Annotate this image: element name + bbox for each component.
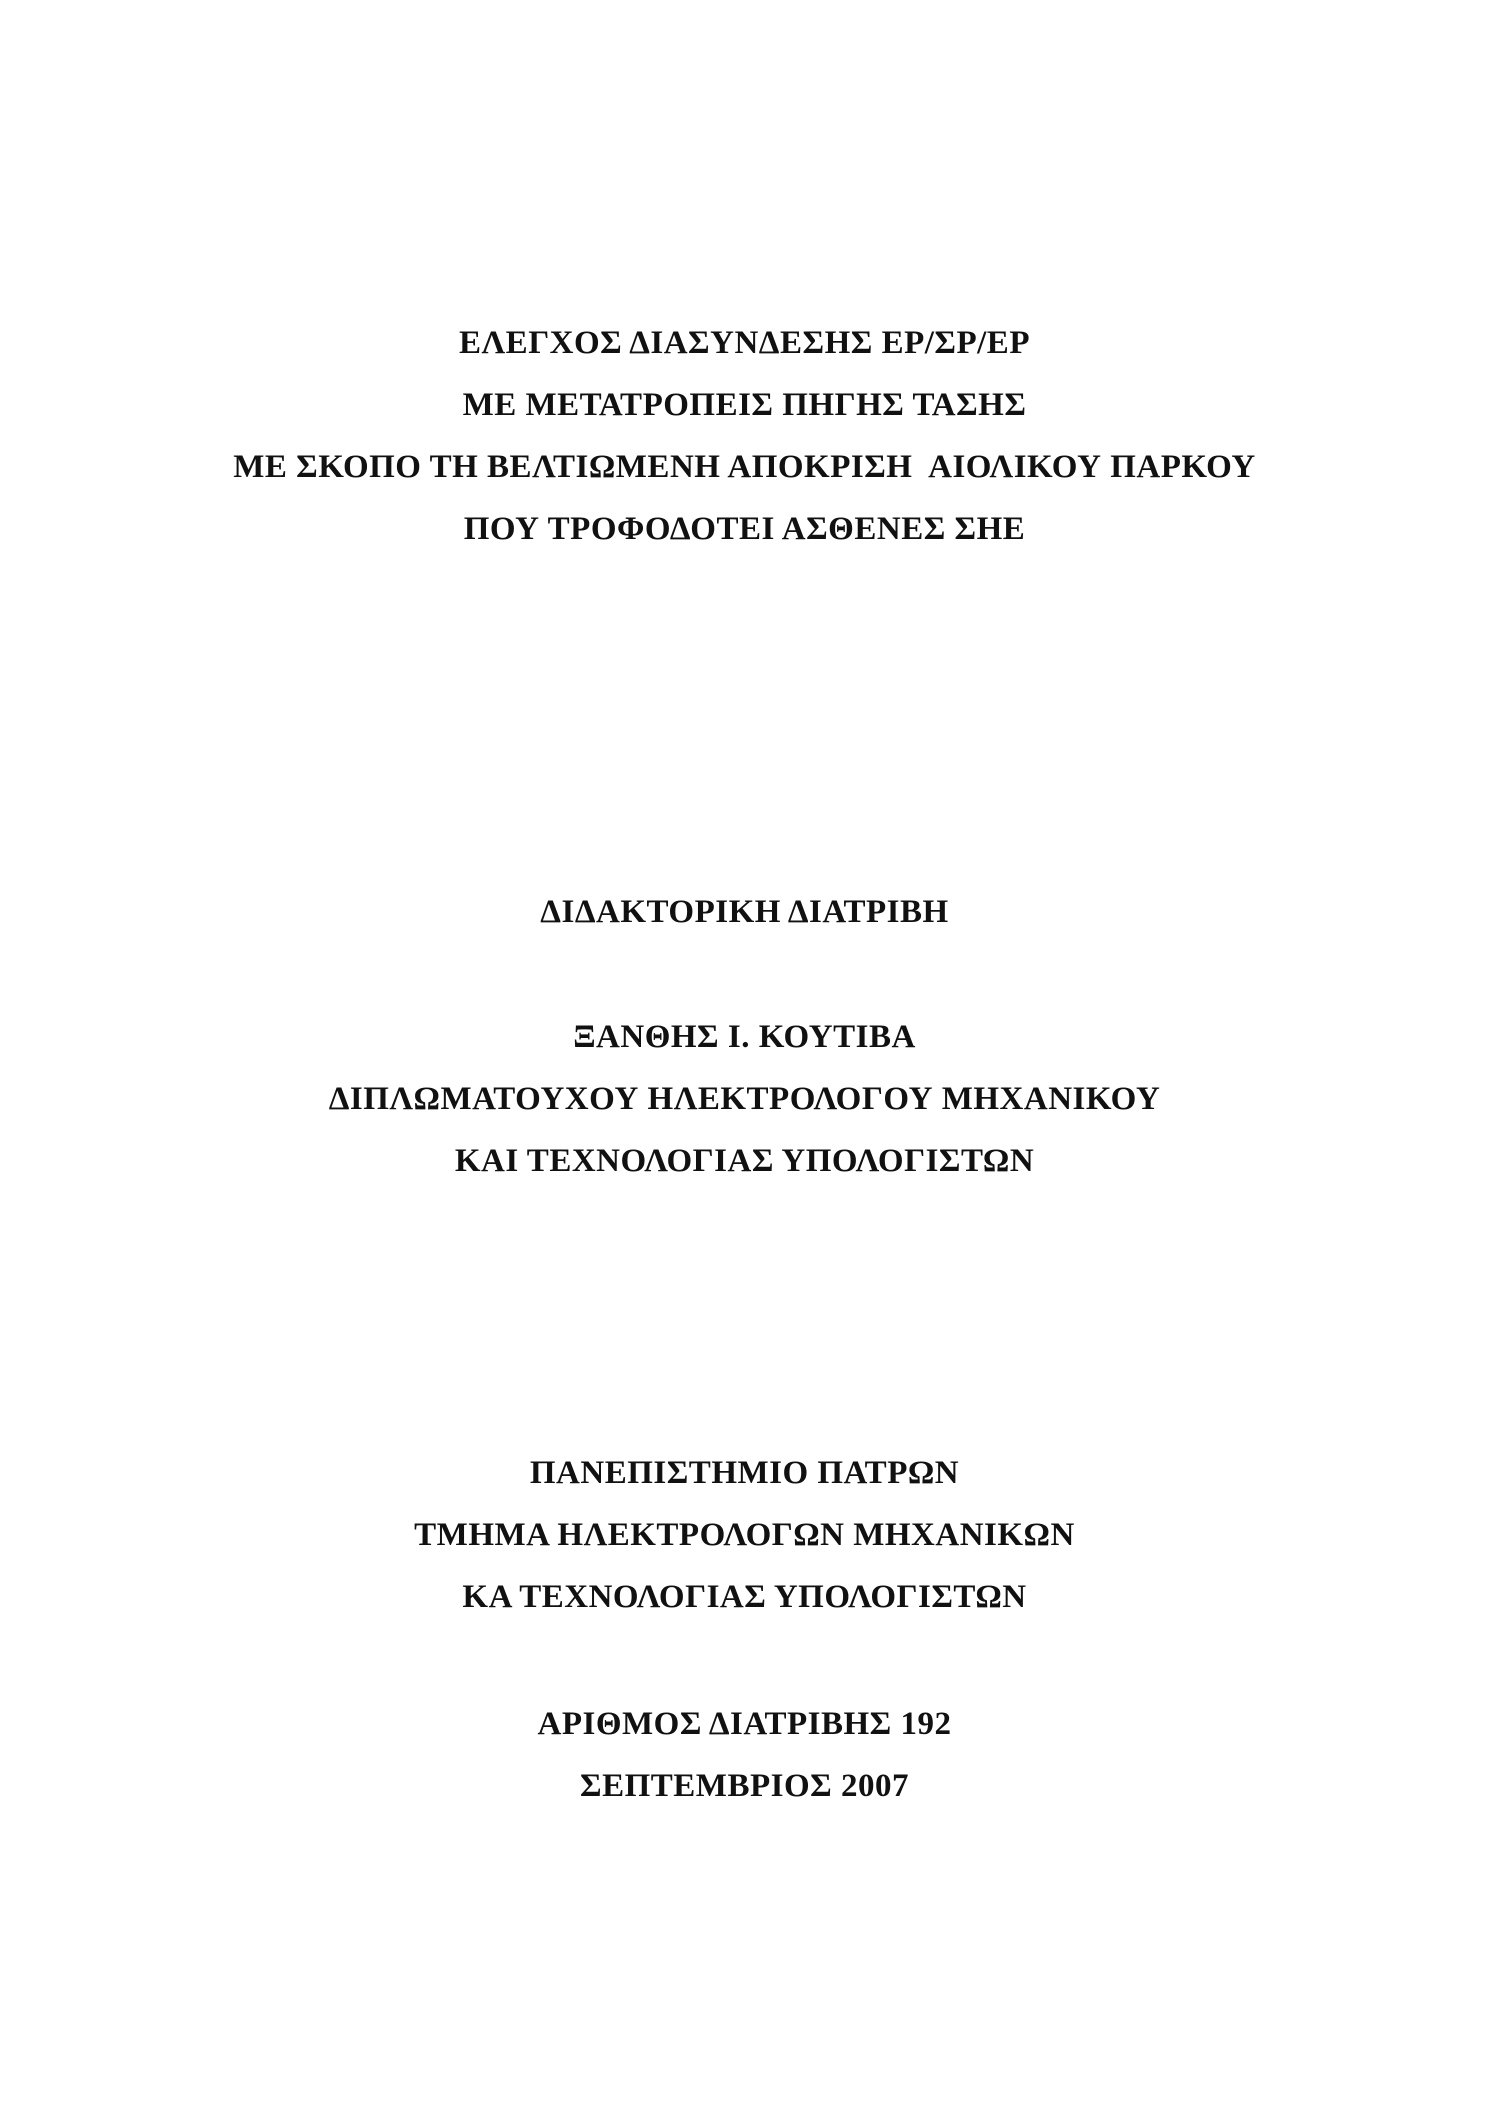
title-line-4: ΠΟΥ ΤΡΟΦΟΔΟΤΕΙ ΑΣΘΕΝΕΣ ΣΗΕ (463, 511, 1026, 547)
document-type-label: ΔΙΔΑΚΤΟΡΙΚΗ ΔΙΑΤΡΙΒΗ (540, 894, 949, 930)
author-name: ΞΑΝΘΗΣ Ι. ΚΟΥΤΙΒΑ (573, 1019, 916, 1055)
document-type (0, 881, 1489, 943)
author-degree-line-1: ΔΙΠΛΩΜΑΤΟΥΧΟΥ ΗΛΕΚΤΡΟΛΟΓΟΥ ΜΗΧΑΝΙΚΟΥ (328, 1081, 1161, 1117)
author-degree-line-2: ΚΑΙ ΤΕΧΝΟΛΟΓΙΑΣ ΥΠΟΛΟΓΙΣΤΩΝ (454, 1143, 1035, 1179)
thesis-title (0, 312, 1489, 560)
university-name: ΠΑΝΕΠΙΣΤΗΜΙΟ ΠΑΤΡΩΝ (529, 1455, 960, 1491)
author-info (0, 1006, 1489, 1192)
thesis-date: ΣΕΠΤΕΜΒΡΙΟΣ 2007 (580, 1768, 909, 1804)
title-line-2: ΜΕ ΜΕΤΑΤΡΟΠΕΙΣ ΠΗΓΗΣ ΤΑΣΗΣ (462, 387, 1027, 423)
department-line-1: ΤΜΗΜΑ ΗΛΕΚΤΡΟΛΟΓΩΝ ΜΗΧΑΝΙΚΩΝ (414, 1517, 1075, 1553)
title-line-1: ΕΛΕΓΧΟΣ ΔΙΑΣΥΝΔΕΣΗΣ ΕΡ/ΣΡ/ΕΡ (459, 325, 1030, 361)
institution-info (0, 1442, 1489, 1628)
department-line-2: ΚΑ ΤΕΧΝΟΛΟΓΙΑΣ ΥΠΟΛΟΓΙΣΤΩΝ (462, 1579, 1027, 1615)
title-line-3: ΜΕ ΣΚΟΠΟ ΤΗ ΒΕΛΤΙΩΜΕΝΗ ΑΠΟΚΡΙΣΗ ΑΙΟΛΙΚΟΥ ΠΑΡΚΟΥ (233, 449, 1256, 485)
thesis-meta (0, 1693, 1489, 1817)
thesis-number: ΑΡΙΘΜΟΣ ΔΙΑΤΡΙΒΗΣ 192 (537, 1706, 952, 1742)
